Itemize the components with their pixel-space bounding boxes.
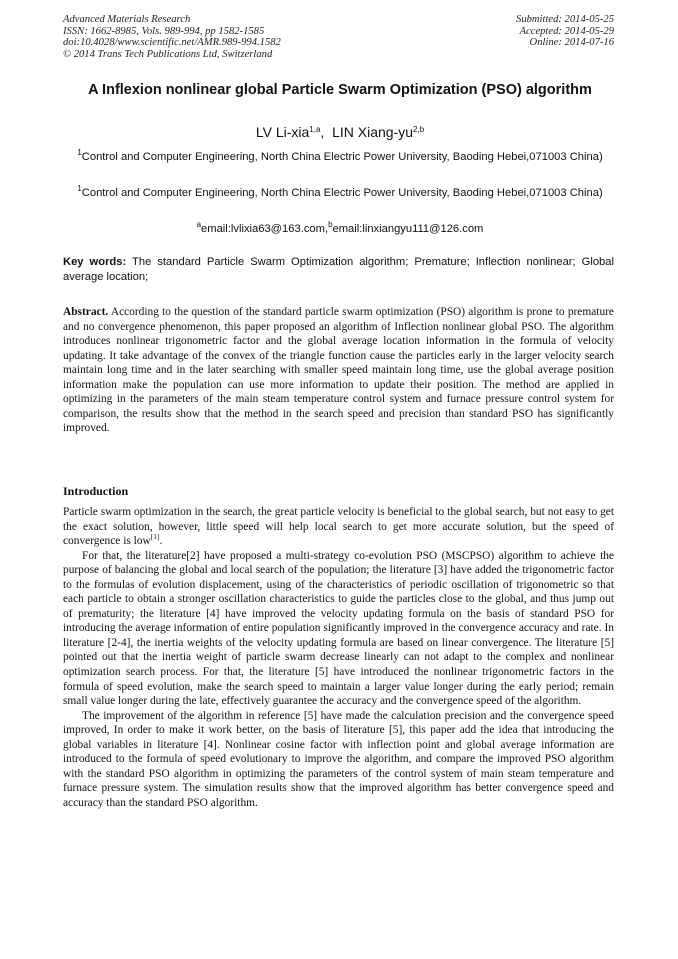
submission-dates	[516, 14, 614, 49]
affiliation	[62, 150, 618, 165]
email-link[interactable]: email:linxiangyu111@126.com	[332, 223, 484, 235]
copyright-line: © 2014 Trans Tech Publications Ltd, Switzerland	[63, 49, 273, 61]
author-affiliation-mark: 1,a	[309, 125, 321, 134]
issn-line: ISSN: 1662-8985, Vols. 989-994, pp 1582-1585	[63, 25, 265, 37]
keywords-label: Key words:	[63, 256, 127, 268]
author-name: LV Li-xia	[255, 124, 310, 140]
submitted-date: Submitted: 2014-05-25	[516, 14, 614, 25]
paragraph-text: Particle swarm optimization in the search, the great particle velocity is beneficial to the global search, but not easy to get the exact solution, however, little speed will help local search to get more accurate solution, but the speed of convergence is low	[63, 506, 614, 548]
keywords-text: The standard Particle Swarm Optimization algorithm; Premature; Inflection nonlinear; Global average location;	[63, 256, 614, 283]
journal-name: Advanced Materials Research	[63, 14, 191, 25]
paragraph	[63, 505, 614, 549]
affiliation-mark: 1	[77, 184, 82, 193]
paper-title: A Inflexion nonlinear global Particle Swarm Optimization (PSO) algorithm	[88, 82, 592, 98]
abstract	[63, 305, 614, 436]
paragraph: For that, the literature[2] have proposed a multi-strategy co-evolution PSO (MSCPSO) algorithm to achieve the purpose of balancing the global and local search of the population; the literature [3] have added the trigonometric factor to the formulas of evolution displacement, using of the characteristics of periodic oscillation of trigonometric so that each particle to obtain a stronger oscillation characteristics to guide the particles close to the global, and thus jump out of prematurity; the literature [4] have improved the velocity updating formula on the basis of standard PSO for introducing the average information of entire population significantly improved in the convergence accuracy and rate. In literature [2-4], the inertia weights of the velocity updating formula are based on linear convergence. The literature [5] pointed out that the inertia weight of particle swarm decrease linearly can not adapt to the complex and nonlinear optimization search process. For that, the literature [5] have introduced the nonlinear trigonometric factors in the formula of speed evolution, make the search speed to maintain a larger value longer during the early period; remain small value longer during the late, effectively guarantee the accuracy and the convergence speed of the algorithm.	[63, 549, 614, 708]
abstract-text: According to the question of the standard particle swarm optimization (PSO) algorithm is prone to premature and no convergence phenomenon, this paper proposed an algorithm of Inflection nonlinear global PSO. The algorithm introduces nonlinear trigonometric factor and the global average location information in the formula of velocity updating. It take advantage of the convex of the triangle function cause the particles early in the larger velocity search maintain long time and in the later searching with smaller speed maintain long time, use the global average position information make the population can use more information to update their position. The method are applied in optimizing in the parameters of the main steam temperature control system and furnace pressure control system for comparison, the results show that the method in the search speed and precision than standard PSO has significantly improved.	[63, 306, 614, 435]
introduction-body	[63, 505, 614, 810]
affiliation	[62, 186, 618, 201]
accepted-date: Accepted: 2014-05-29	[519, 25, 614, 37]
paragraph-end: .	[159, 535, 163, 548]
abstract-label: Abstract.	[63, 306, 109, 318]
author-separator: ,	[320, 124, 333, 140]
online-date: Online: 2014-07-16	[529, 37, 614, 49]
affiliation-text: Control and Computer Engineering, North China Electric Power University, Baoding Hebei,071003 China)	[81, 187, 603, 199]
citation[interactable]: [1]	[150, 532, 160, 542]
author-affiliation-mark: 2,b	[413, 125, 425, 134]
doi-line: doi:10.4028/www.scientific.net/AMR.989-994.1582	[63, 37, 281, 49]
affiliation-mark: 1	[77, 148, 82, 157]
author-name: LIN Xiang-yu	[332, 124, 414, 140]
author-list	[60, 124, 620, 141]
section-heading: Introduction	[63, 484, 129, 498]
keywords	[63, 255, 614, 284]
email-mark: a	[196, 220, 202, 229]
affiliation-text: Control and Computer Engineering, North China Electric Power University, Baoding Hebei,071003 China)	[81, 151, 603, 163]
journal-info	[63, 14, 281, 61]
email-mark: b	[328, 220, 333, 229]
email-link[interactable]: email:lvlixia63@163.com,	[201, 223, 329, 235]
paragraph: The improvement of the algorithm in reference [5] have made the calculation precision and the convergence speed improved, In order to make it work better, on the basis of literature [5], this paper add the idea that introducing the global variables in literature [4]. Nonlinear cosine factor with inflection point and global average information are introduced to the formula of speed evolutionary to improve the algorithm, and compare the improved PSO algorithm with the standard PSO algorithm in optimizing the parameters of the control system of main steam temperature and furnace pressure system. The simulation results show that the improved algorithm has better convergence speed and accuracy than the standard PSO algorithm.	[63, 709, 614, 809]
author-emails	[62, 222, 618, 236]
